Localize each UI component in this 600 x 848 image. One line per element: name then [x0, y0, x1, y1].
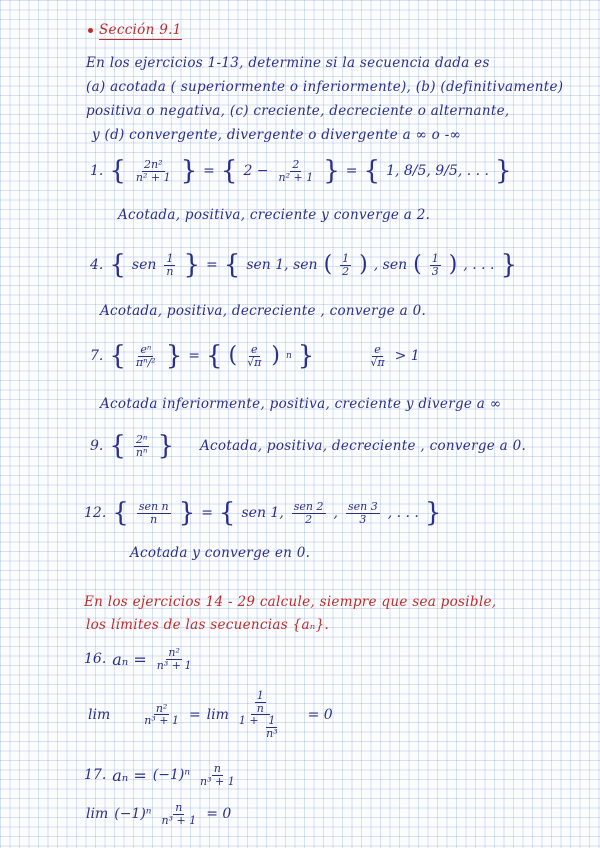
exercise-1-answer: Acotada, positiva, creciente y converge a 2.	[118, 207, 431, 223]
intro-line-1: En los ejercicios 1-13, determine si la secuencia dada es	[86, 55, 490, 71]
fraction: $\frac{\text{sen 3}}{3}$	[347, 499, 378, 526]
fraction: $\frac{e}{√\pi}$	[247, 342, 262, 369]
exercise-7-formula: 7. { $\frac{\text{eⁿ}}{\text{πⁿ/²}}$ } = { ( $\frac{e}{√\pi}$ ) n } $\frac{e}{√\pi}$ > 1	[90, 341, 420, 371]
exercise-16-definition: 16. aₙ = $\frac{\text{n²}}{\text{n³ + 1}}$	[84, 646, 192, 672]
fraction: $\frac{\text{sen n}}{n}$	[138, 499, 169, 526]
brace-open: {	[109, 156, 126, 186]
second-intro-line-2: los límites de las secuencias {aₙ}.	[86, 617, 330, 633]
exercise-12-formula: 12. { $\frac{\text{sen n}}{n}$ } = { sen 1, $\frac{\text{sen 2}}{2}$ , $\frac{\text{sen 3}}{3}$ , . . . }	[84, 498, 442, 528]
fraction: $\frac{1}{3}$	[431, 251, 439, 278]
exercise-number: 16.	[84, 651, 107, 668]
fraction: $\frac{\text{n²}}{\text{n³ + 1}}$	[156, 646, 192, 672]
intro-line-3: positiva o negativa, (c) creciente, decreciente o alternante,	[86, 103, 510, 119]
fraction: $\frac{\text{sen 2}}{2}$	[293, 499, 324, 526]
exercise-9-formula: 9. { $\frac{\text{2ⁿ}}{\text{nⁿ}}$ } Acotada, positiva, decreciente , converge a 0.	[90, 431, 527, 461]
exercise-1-formula: 1. { $\frac{\text{2n²}}{\text{n² + 1}}$ } = { 2 − $\frac{2}{\text{n² + 1}}$ } = { 1, 8/5, 9/5, . . . }	[90, 156, 512, 186]
exercise-number: 17.	[84, 767, 107, 784]
exercise-number: 7.	[90, 348, 104, 364]
fraction: $\frac{\text{n²}}{\text{n³ + 1}}$	[144, 701, 179, 728]
exercise-17-limit: lim (−1)ⁿ $\frac{n}{\text{n³ + 1}}$ = 0	[86, 801, 232, 827]
fraction: $\frac{\text{2n²}}{\text{n² + 1}}$	[135, 157, 171, 184]
brace-close: }	[180, 156, 198, 186]
exercise-number: 1.	[90, 163, 104, 179]
fraction: $\frac{e}{√\pi}$	[370, 342, 385, 369]
intro-line-2: (a) acotada ( superiormente o inferiormente), (b) (definitivamente)	[86, 79, 564, 95]
section-title: Sección 9.1	[99, 22, 182, 38]
section-header	[88, 22, 182, 38]
exercise-number: 4.	[90, 257, 104, 273]
exercise-7-answer: Acotada inferiormente, positiva, creciente y diverge a ∞	[100, 396, 502, 412]
fraction: $\frac{\text{2ⁿ}}{\text{nⁿ}}$	[135, 432, 148, 459]
exercise-number: 12.	[84, 505, 107, 521]
exercise-4-formula: 4. { sen $\frac{1}{n}$ } = { sen 1, sen ( $\frac{1}{2}$ ) , sen ( $\frac{1}{3}$ ) , . . . }	[90, 250, 518, 280]
sequence-terms: 1, 8/5, 9/5, . . .	[386, 163, 489, 179]
fraction: $\frac{1}{n}$ 1 + $\frac{1}{\text{n³}}$	[238, 689, 278, 740]
fraction: $\frac{2}{\text{n² + 1}}$	[278, 157, 314, 184]
fraction: $\frac{\text{eⁿ}}{\text{πⁿ/²}}$	[135, 342, 156, 369]
exercise-16-limit: lim $\frac{\text{n²}}{\text{n³ + 1}}$ = lim $\frac{1}{n}$ 1 + $\frac{1}{\text{n³}}$ = 0	[88, 689, 333, 740]
fraction: $\frac{1}{n}$	[166, 251, 174, 278]
exercise-17-definition: 17. aₙ = (−1)ⁿ $\frac{n}{\text{n³ + 1}}$	[84, 762, 235, 788]
fraction: $\frac{n}{\text{n³ + 1}}$	[161, 801, 197, 827]
second-intro-line-1: En los ejercicios 14 - 29 calcule, siempre que sea posible,	[84, 594, 497, 610]
fraction: $\frac{1}{2}$	[342, 251, 350, 278]
fraction: $\frac{n}{\text{n³ + 1}}$	[200, 762, 235, 788]
intro-line-4: y (d) convergente, divergente o divergente a ∞ o -∞	[92, 127, 462, 143]
exercise-9-answer: Acotada, positiva, decreciente , converge a 0.	[200, 438, 527, 454]
bullet-icon	[88, 28, 93, 33]
exercise-4-answer: Acotada, positiva, decreciente , converge a 0.	[100, 303, 427, 319]
exercise-12-answer: Acotada y converge en 0.	[130, 545, 311, 561]
exercise-number: 9.	[90, 438, 104, 454]
